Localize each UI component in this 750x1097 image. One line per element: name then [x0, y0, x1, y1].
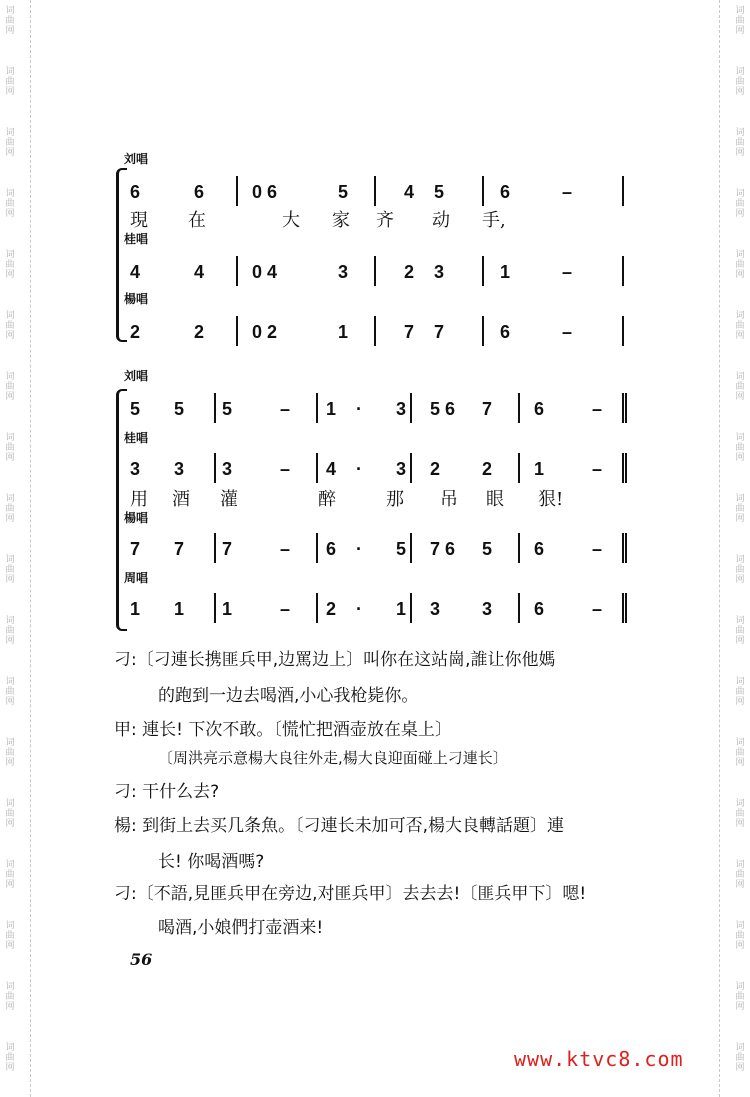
watermark-glyphs: 词 曲 网: [5, 6, 15, 36]
barline: [316, 453, 318, 483]
note: 2: [194, 322, 205, 342]
note: 1: [222, 599, 233, 619]
voice-label: 桂唱: [124, 232, 149, 246]
barline: [410, 593, 412, 623]
lyric-syllable: 在: [188, 210, 206, 231]
barline: [622, 176, 624, 206]
lyric-syllable: 現: [130, 210, 148, 231]
note: 6: [326, 539, 337, 559]
note: –: [562, 262, 573, 282]
lyric-syllable: 灌: [220, 489, 238, 510]
watermark-glyphs: 词 曲 网: [5, 128, 15, 158]
voice-label: 周唱: [124, 571, 149, 585]
note: 5: [338, 182, 349, 202]
barline: [374, 316, 376, 346]
note: 1: [326, 399, 337, 419]
note: 1: [338, 322, 349, 342]
note: 1: [396, 599, 407, 619]
score-system-1: [110, 150, 640, 350]
lyric-syllable: 用: [130, 489, 148, 510]
barline: [236, 316, 238, 346]
note: 1: [174, 599, 185, 619]
barline: [518, 393, 520, 423]
final-barline: [622, 533, 627, 563]
final-barline: [622, 453, 627, 483]
note: 1: [534, 459, 545, 479]
note: ·: [356, 459, 362, 479]
lyric-syllable: 大: [282, 210, 300, 231]
watermark-glyphs: 词 曲 网: [5, 860, 15, 890]
barline: [410, 453, 412, 483]
page-number: 56: [130, 950, 153, 969]
dialogue-line: 甲: 連长! 下次不敢。〔慌忙把酒壶放在桌上〕: [114, 720, 452, 740]
barline: [236, 176, 238, 206]
score-row: [110, 457, 640, 487]
note: 7: [434, 322, 445, 342]
note: –: [562, 182, 573, 202]
note: ·: [356, 599, 362, 619]
note: 0 6: [252, 182, 278, 202]
lyric-syllable: 那: [386, 489, 404, 510]
barline: [410, 533, 412, 563]
barline: [214, 453, 216, 483]
watermark-glyphs: 词 曲 网: [735, 555, 745, 585]
watermark-glyphs: 词 曲 网: [735, 738, 745, 768]
note: 4: [130, 262, 141, 282]
barline: [236, 256, 238, 286]
lyric-syllable: 酒: [172, 489, 190, 510]
lyric-syllable: 齐: [376, 210, 394, 231]
watermark-glyphs: 词 曲 网: [735, 1043, 745, 1073]
note: ·: [356, 539, 362, 559]
note: 2: [482, 459, 493, 479]
dialogue-line: 楊: 到街上去买几条魚。〔刁連长未加可否,楊大良轉話題〕連: [114, 816, 565, 836]
note: 0 4: [252, 262, 278, 282]
watermark-glyphs: 词 曲 网: [5, 616, 15, 646]
score-system-2: [110, 367, 640, 627]
note: 7: [174, 539, 185, 559]
lyric-syllable: 吊: [440, 489, 458, 510]
note: –: [280, 399, 291, 419]
barline: [622, 316, 624, 346]
barline: [316, 593, 318, 623]
watermark-glyphs: 词 曲 网: [735, 982, 745, 1012]
barline: [518, 453, 520, 483]
note: 6: [130, 182, 141, 202]
final-barline: [622, 593, 627, 623]
note: 1: [500, 262, 511, 282]
note: 3: [430, 599, 441, 619]
watermark-glyphs: 词 曲 网: [5, 799, 15, 829]
barline: [518, 593, 520, 623]
watermark-glyphs: 词 曲 网: [5, 921, 15, 951]
note: 3: [434, 262, 445, 282]
voice-label: 楊唱: [124, 292, 149, 306]
score-row: [110, 597, 640, 627]
watermark-glyphs: 词 曲 网: [5, 433, 15, 463]
note: 3: [174, 459, 185, 479]
watermark-glyphs: 词 曲 网: [5, 555, 15, 585]
note: 3: [396, 459, 407, 479]
watermark-glyphs: 词 曲 网: [735, 616, 745, 646]
voice-label: 桂唱: [124, 431, 149, 445]
watermark-glyphs: 词 曲 网: [735, 860, 745, 890]
note: 7: [482, 399, 493, 419]
lyric-syllable: 醉: [318, 489, 336, 510]
score-row: [110, 537, 640, 567]
note: 3: [338, 262, 349, 282]
lyric-syllable: 手,: [482, 210, 506, 231]
watermark-glyphs: 词 曲 网: [735, 494, 745, 524]
watermark-glyphs: 词 曲 网: [735, 799, 745, 829]
note: 2: [430, 459, 441, 479]
barline: [482, 316, 484, 346]
dialogue-line: 刁: 干什么去?: [114, 782, 220, 802]
watermark-glyphs: 词 曲 网: [5, 372, 15, 402]
note: –: [280, 539, 291, 559]
left-margin-rule: [16, 0, 31, 1097]
note: 0 2: [252, 322, 278, 342]
note: 3: [482, 599, 493, 619]
watermark-glyphs: 词 曲 网: [5, 189, 15, 219]
lyric-syllable: 狠!: [538, 489, 564, 510]
note: –: [280, 459, 291, 479]
note: 6: [534, 539, 545, 559]
dialogue-line: 刁:〔刁連长携匪兵甲,边罵边上〕叫你在这站崗,誰让你他媽: [114, 650, 556, 670]
watermark-glyphs: 词 曲 网: [5, 1043, 15, 1073]
note: 5: [130, 399, 141, 419]
barline: [518, 533, 520, 563]
note: 5 6: [430, 399, 456, 419]
note: 5: [174, 399, 185, 419]
barline: [214, 393, 216, 423]
note: 5: [222, 399, 233, 419]
barline: [214, 593, 216, 623]
note: 6: [534, 599, 545, 619]
note: 7 6: [430, 539, 456, 559]
watermark-glyphs: 词 曲 网: [735, 921, 745, 951]
note: 6: [534, 399, 545, 419]
note: 3: [396, 399, 407, 419]
dialogue-line: 长! 你喝酒嗎?: [158, 852, 265, 872]
dialogue-line: 的跑到一边去喝酒,小心我枪毙你。: [158, 686, 419, 706]
note: 3: [130, 459, 141, 479]
note: 4: [194, 262, 205, 282]
right-margin-rule: [719, 0, 734, 1097]
watermark-glyphs: 词 曲 网: [5, 250, 15, 280]
watermark-glyphs: 词 曲 网: [735, 128, 745, 158]
voice-label: 刘唱: [124, 369, 149, 383]
watermark-glyphs: 词 曲 网: [735, 67, 745, 97]
watermark-glyphs: 词 曲 网: [5, 311, 15, 341]
watermark-glyphs: 词 曲 网: [735, 6, 745, 36]
note: 2: [130, 322, 141, 342]
watermark-glyphs: 词 曲 网: [735, 189, 745, 219]
note: 7: [130, 539, 141, 559]
site-watermark: www.ktvc8.com: [514, 1047, 684, 1071]
lyric-syllable: 眼: [486, 489, 504, 510]
note: 4: [326, 459, 337, 479]
note: –: [280, 599, 291, 619]
voice-label: 刘唱: [124, 152, 149, 166]
dialogue-line: 〔周洪亮示意楊大良往外走,楊大良迎面碰上刁連长〕: [158, 749, 508, 767]
note: –: [592, 399, 603, 419]
dialogue-line: 刁:〔不語,見匪兵甲在旁边,对匪兵甲〕去去去!〔匪兵甲下〕嗯!: [114, 884, 587, 904]
barline: [316, 533, 318, 563]
score-row: [110, 397, 640, 427]
note: 2: [326, 599, 337, 619]
note: 3: [222, 459, 233, 479]
note: 5: [482, 539, 493, 559]
note: –: [592, 599, 603, 619]
note: –: [562, 322, 573, 342]
note: 6: [500, 182, 511, 202]
note: 5: [434, 182, 445, 202]
dialogue-line: 喝酒,小娘們打壶酒来!: [158, 918, 324, 938]
note: 4: [404, 182, 415, 202]
score-row: [110, 260, 640, 290]
barline: [410, 393, 412, 423]
barline: [482, 176, 484, 206]
final-barline: [622, 393, 627, 423]
barline: [482, 256, 484, 286]
note: 2: [404, 262, 415, 282]
lyric-syllable: 家: [332, 210, 350, 231]
watermark-glyphs: 词 曲 网: [735, 372, 745, 402]
barline: [214, 533, 216, 563]
barline: [622, 256, 624, 286]
watermark-glyphs: 词 曲 网: [735, 677, 745, 707]
note: 1: [130, 599, 141, 619]
voice-label: 楊唱: [124, 511, 149, 525]
note: ·: [356, 399, 362, 419]
watermark-glyphs: 词 曲 网: [5, 67, 15, 97]
note: –: [592, 539, 603, 559]
lyric-syllable: 动: [432, 210, 450, 231]
watermark-glyphs: 词 曲 网: [5, 982, 15, 1012]
watermark-glyphs: 词 曲 网: [735, 250, 745, 280]
barline: [374, 256, 376, 286]
note: 5: [396, 539, 407, 559]
note: 6: [194, 182, 205, 202]
note: 7: [404, 322, 415, 342]
note: –: [592, 459, 603, 479]
barline: [316, 393, 318, 423]
watermark-glyphs: 词 曲 网: [5, 494, 15, 524]
watermark-glyphs: 词 曲 网: [735, 433, 745, 463]
note: 7: [222, 539, 233, 559]
score-row: [110, 320, 640, 350]
watermark-glyphs: 词 曲 网: [5, 738, 15, 768]
note: 6: [500, 322, 511, 342]
watermark-glyphs: 词 曲 网: [5, 677, 15, 707]
barline: [374, 176, 376, 206]
watermark-glyphs: 词 曲 网: [735, 311, 745, 341]
